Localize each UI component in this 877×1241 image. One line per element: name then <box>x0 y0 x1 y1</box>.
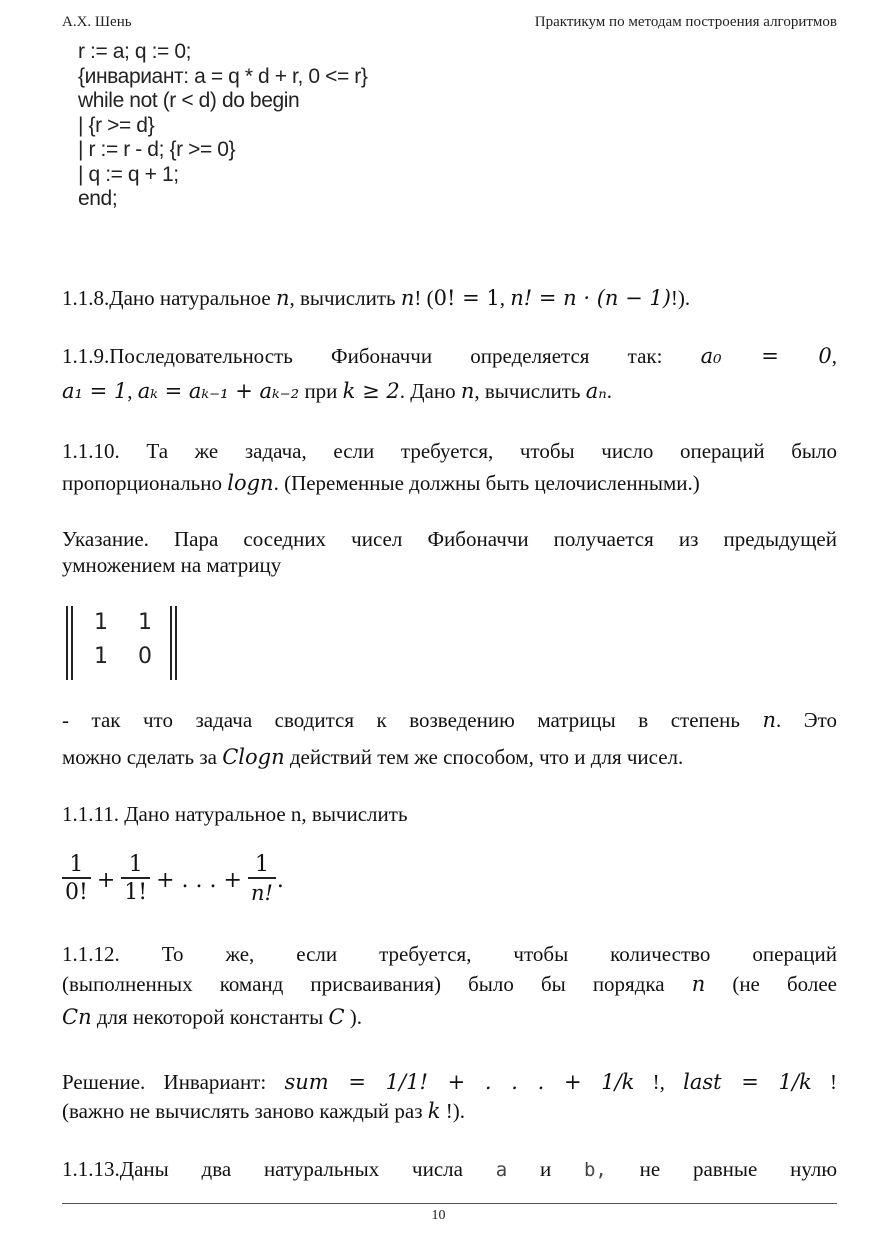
math-clogn: Clogn <box>222 745 285 769</box>
math-c: C <box>328 1005 345 1029</box>
fibonacci-matrix <box>66 606 180 680</box>
code-line: r := a; q := 0; <box>78 40 192 63</box>
running-header-author: А.Х. Шень <box>62 14 132 30</box>
fraction: $\frac{1}{1!}$ <box>121 853 150 907</box>
matrix-cell: 1 <box>138 610 152 635</box>
code-line: end; <box>78 187 118 210</box>
math-k: k <box>427 1099 441 1123</box>
math-n: n <box>691 972 706 996</box>
problem-1-1-10-line2: пропорционально logn. (Переменные должны быть целочисленными.) <box>62 471 700 495</box>
fraction: $\frac{1}{0!}$ <box>62 853 91 907</box>
math-last-invariant: last = 1/k <box>683 1070 812 1094</box>
problem-1-1-12-line1: 1.1.12. То же, если требуется, чтобы количество операций <box>62 942 837 966</box>
math-zero-factorial: 0! = 1 <box>433 286 500 310</box>
problem-1-1-13: 1.1.13.Даны два натуральных числа a и b, не равные нулю <box>62 1157 837 1181</box>
code-line: {инвариант: a = q * d + r, 0 <= r} <box>78 64 368 88</box>
math-a1: a₁ = 1 <box>62 379 128 403</box>
math-n: n <box>460 379 475 403</box>
math-logn: logn <box>227 471 274 495</box>
hint-line2: умножением на матрицу <box>62 553 282 577</box>
running-header-title: Практикум по методам построения алгоритмов <box>534 14 837 30</box>
math-cn: Cn <box>62 1005 92 1029</box>
math-an: aₙ <box>585 379 607 403</box>
solution-line1: Решение. Инвариант: sum = 1/1! + . . . + 1/k !, last = 1/k ! <box>62 1070 837 1094</box>
math-factorial-def: n! = n · (n − 1) <box>510 286 671 310</box>
math-n: n <box>400 286 415 310</box>
math-sum-invariant: sum = 1/1! + . . . + 1/k <box>284 1070 635 1094</box>
problem-1-1-11: 1.1.11. Дано натуральное n, вычислить <box>62 802 408 826</box>
problem-1-1-10-line1: 1.1.10. Та же задача, если требуется, чтобы число операций было <box>62 439 837 463</box>
math-n: n <box>275 286 290 310</box>
matrix-cell: 1 <box>94 610 108 635</box>
math-recurrence: aₖ = aₖ₋₁ + aₖ₋₂ <box>137 379 300 403</box>
math-a0: a₀ = 0 <box>700 344 832 368</box>
fraction: $\frac{1}{n!}$ <box>248 853 276 907</box>
code-line: | r := r - d; {r >= 0} <box>78 138 236 161</box>
code-line: while not (r < d) do begin <box>78 89 300 112</box>
after-matrix-line1: - так что задача сводится к возведению матрицы в степень n. Это <box>62 708 837 732</box>
solution-line2: (важно не вычислять заново каждый раз k !). <box>62 1099 466 1123</box>
hint-line1: Указание. Пара соседних чисел Фибоначчи получается из предыдущей <box>62 527 837 551</box>
footer-rule <box>62 1203 837 1204</box>
problem-1-1-12-line3: Cn для некоторой константы C ). <box>62 1005 363 1029</box>
math-n: n <box>762 708 776 732</box>
matrix-cell: 0 <box>138 644 152 669</box>
math-k-condition: k ≥ 2 <box>342 379 400 403</box>
after-matrix-line2: можно сделать за Clogn действий тем же способом, что и для чисел. <box>62 745 684 769</box>
page-number: 10 <box>431 1208 446 1223</box>
factorial-series-formula: $\frac{1}{0!}$ + $\frac{1}{1!}$ + . . . + $\frac{1}{n!}$ . <box>62 848 290 912</box>
matrix-cell: 1 <box>94 644 108 669</box>
problem-1-1-12-line2: (выполненных команд присваивания) было бы порядка n (не более <box>62 972 837 996</box>
problem-1-1-9-line2: a₁ = 1, aₖ = aₖ₋₁ + aₖ₋₂ при k ≥ 2. Дано n, вычислить aₙ. <box>62 379 613 403</box>
problem-1-1-8: 1.1.8.Дано натуральное n, вычислить n! (0! = 1, n! = n · (n − 1)!). <box>62 286 691 310</box>
code-line: | q := q + 1; <box>78 162 179 186</box>
code-line: | {r >= d} <box>78 113 155 137</box>
problem-1-1-9-line1: 1.1.9.Последовательность Фибоначчи определяется так: a₀ = 0, <box>62 344 837 368</box>
code-block <box>78 40 367 212</box>
